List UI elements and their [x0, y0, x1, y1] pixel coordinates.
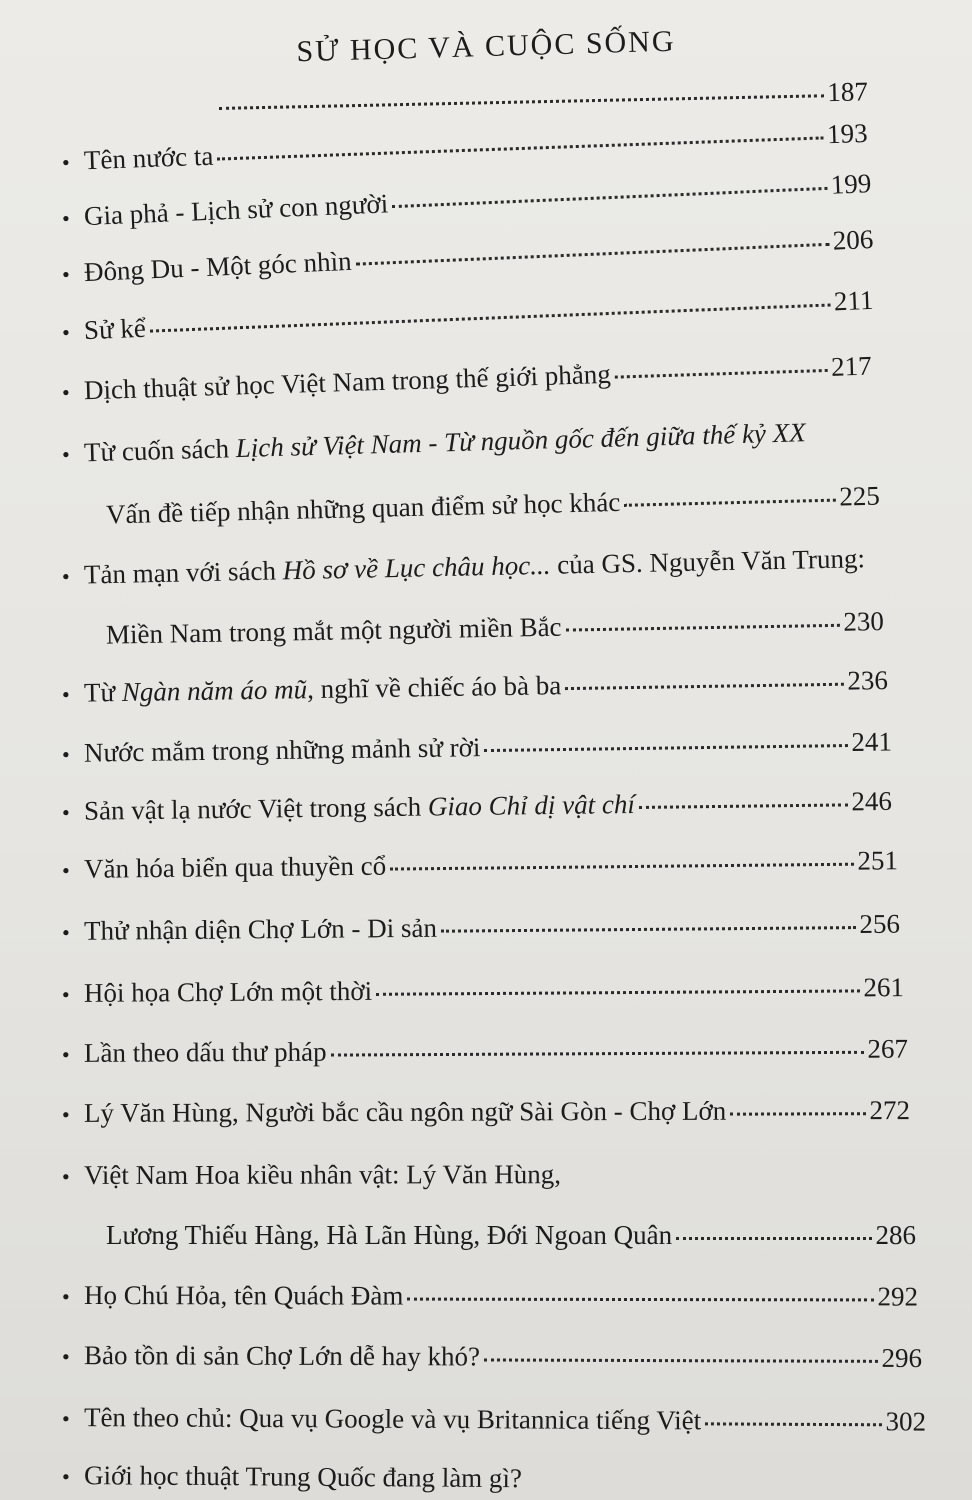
toc-entry	[62, 1161, 580, 1189]
toc-title-italic: Giao Chỉ dị vật chí	[427, 789, 636, 822]
toc-entry	[61, 908, 901, 946]
toc-entry	[62, 974, 904, 1007]
toc-page-number: 292	[877, 1281, 919, 1312]
toc-page-number: 211	[833, 284, 874, 317]
toc-entry-title: Đông Du - Một góc nhìn	[83, 245, 353, 288]
toc-entry-title: Việt Nam Hoa kiều nhân vật: Lý Văn Hùng,	[83, 1159, 562, 1190]
dot-leader	[730, 1112, 865, 1115]
dot-leader	[441, 926, 856, 933]
toc-title-part: Từ	[83, 677, 123, 708]
toc-entry-title: Tên theo chủ: Qua vụ Google và vụ Britannica tiếng Việt	[83, 1402, 702, 1436]
bullet-icon: •	[61, 149, 71, 175]
toc-title-italic: Ngàn năm áo mũ	[121, 674, 308, 708]
toc-entry-title	[84, 791, 635, 825]
toc-entry	[61, 226, 873, 287]
toc-entry-title: Sử kể	[83, 312, 147, 346]
toc-entry-title: Lương Thiếu Hàng, Hà Lãn Hùng, Đới Ngoan Quân	[106, 1220, 673, 1250]
toc-entry-title: Vấn đề tiếp nhận những quan điểm sử học khác	[105, 486, 621, 530]
toc-entry	[61, 1033, 909, 1068]
toc-entry	[61, 350, 873, 406]
toc-entry	[61, 785, 893, 826]
bullet-icon: •	[61, 981, 70, 1007]
toc-entry	[61, 170, 871, 231]
bullet-icon: •	[61, 261, 71, 287]
bullet-icon: •	[61, 681, 70, 707]
toc-entry-title: Hội họa Chợ Lớn một thời	[83, 975, 373, 1008]
toc-entry-title: Văn hóa biển qua thuyền cổ	[83, 850, 387, 884]
toc-page-number: 302	[885, 1406, 927, 1437]
toc-page-number: 267	[867, 1033, 909, 1064]
toc-entry-title: Lý Văn Hùng, Người bắc cầu ngôn ngữ Sài Gòn - Chợ Lớn	[83, 1095, 727, 1128]
toc-entry-title	[84, 672, 562, 706]
dot-leader	[639, 803, 848, 809]
bullet-icon: •	[61, 1406, 70, 1432]
toc-entry-title: Tên nước ta	[83, 140, 214, 176]
toc-entry	[61, 117, 869, 176]
toc-page-number: 217	[830, 350, 873, 382]
bullet-icon: •	[61, 319, 71, 345]
toc-title-part: , nghĩ về chiếc áo bà ba	[306, 670, 562, 705]
toc-entry	[84, 608, 884, 649]
toc-entry	[62, 1404, 926, 1436]
toc-entry	[84, 480, 881, 530]
bullet-icon: •	[61, 1163, 70, 1189]
toc-page-number: 246	[851, 785, 893, 817]
dot-leader	[615, 369, 828, 379]
toc-page-number: 187	[827, 76, 869, 108]
bullet-icon: •	[61, 741, 70, 767]
toc-page-number: 272	[869, 1095, 911, 1126]
running-head: SỬ HỌC VÀ CUỘC SỐNG	[296, 24, 676, 69]
bullet-icon: •	[61, 563, 70, 589]
dot-leader	[407, 1298, 873, 1302]
toc-entry	[61, 284, 874, 346]
toc-entry-title: Thử nhận diện Chợ Lớn - Di sản	[83, 912, 438, 946]
toc-page-number: 236	[847, 665, 889, 696]
toc-entry	[62, 545, 878, 589]
toc-entry-title: Họ Chú Hỏa, tên Quách Đàm	[83, 1280, 404, 1311]
toc-entry-title	[84, 419, 806, 466]
dot-leader	[217, 136, 823, 160]
bullet-icon: •	[61, 799, 70, 825]
bullet-icon: •	[61, 441, 71, 467]
toc-entry-title: Bảo tồn di sản Chợ Lớn dễ hay khó?	[83, 1340, 481, 1372]
toc-entry-title: Nước mắm trong những mảnh sử rời	[83, 732, 481, 768]
toc-title-part: của GS. Nguyễn Văn Trung:	[550, 543, 866, 580]
toc-page-number: 241	[851, 726, 893, 757]
toc-page-number: 261	[863, 972, 905, 1003]
toc-entry	[62, 1097, 910, 1127]
dot-leader	[219, 94, 823, 110]
toc-page-number: 286	[875, 1220, 916, 1250]
toc-title-part: Sản vật lạ nước Việt trong sách	[83, 791, 429, 826]
toc-page-number: 193	[826, 117, 869, 150]
toc-title-part: Từ cuốn sách	[83, 433, 237, 468]
dot-leader	[390, 863, 853, 871]
toc-entry-title	[84, 545, 865, 588]
dot-leader	[484, 744, 847, 752]
bullet-icon: •	[61, 919, 70, 945]
dot-leader	[150, 303, 830, 332]
bullet-icon: •	[61, 205, 71, 231]
toc-entry	[62, 847, 898, 883]
bullet-icon: •	[61, 1041, 70, 1067]
dot-leader	[705, 1422, 881, 1426]
toc-entry	[215, 78, 868, 119]
dot-leader	[566, 624, 840, 632]
toc-entry-title: Dịch thuật sử học Việt Nam trong thế giới phẳng	[83, 358, 612, 406]
bullet-icon: •	[61, 857, 70, 883]
toc-entry	[62, 1282, 918, 1310]
toc-entry-title: Gia phả - Lịch sử con người	[83, 188, 389, 232]
toc-entry-title: Giới học thuật Trung Quốc đang làm gì?	[83, 1460, 523, 1494]
dot-leader	[676, 1237, 871, 1240]
toc-page-number: 256	[859, 908, 901, 940]
dot-leader	[356, 243, 829, 266]
bullet-icon	[84, 523, 106, 524]
bullet-icon: •	[61, 379, 71, 405]
bullet-icon: •	[61, 1284, 70, 1310]
toc-entry	[62, 667, 888, 707]
dot-leader	[565, 683, 843, 690]
bullet-icon: •	[61, 1344, 70, 1370]
toc-page-number: 251	[857, 845, 899, 876]
bullet-icon: •	[61, 1101, 70, 1127]
toc-page-number: 225	[838, 480, 881, 512]
toc-entry	[62, 419, 826, 467]
toc-entry	[62, 1462, 928, 1495]
toc-entry-title: Lần theo dấu thư pháp	[83, 1036, 327, 1068]
dot-leader	[484, 1358, 878, 1362]
toc-entry	[62, 1342, 922, 1372]
dot-leader	[392, 187, 827, 208]
toc-page-number: 230	[843, 606, 885, 637]
toc-entry	[62, 728, 892, 767]
toc-title-italic: Hồ sơ về Lục châu học...	[282, 549, 551, 586]
dot-leader	[376, 989, 859, 995]
bullet-icon: •	[61, 1464, 70, 1490]
toc-page-number: 296	[881, 1342, 923, 1374]
toc-entry	[84, 1222, 916, 1249]
toc-title-part: Tản mạn với sách	[83, 555, 283, 590]
dot-leader	[624, 499, 835, 507]
toc-page-number: 206	[832, 224, 874, 256]
dot-leader	[331, 1051, 864, 1057]
toc-entry-title: Miền Nam trong mắt một người miền Bắc	[105, 611, 562, 650]
toc-page-number: 199	[830, 168, 872, 200]
toc-title-italic: Lịch sử Việt Nam - Từ nguồn gốc đến giữa thế kỷ XX	[235, 417, 807, 464]
